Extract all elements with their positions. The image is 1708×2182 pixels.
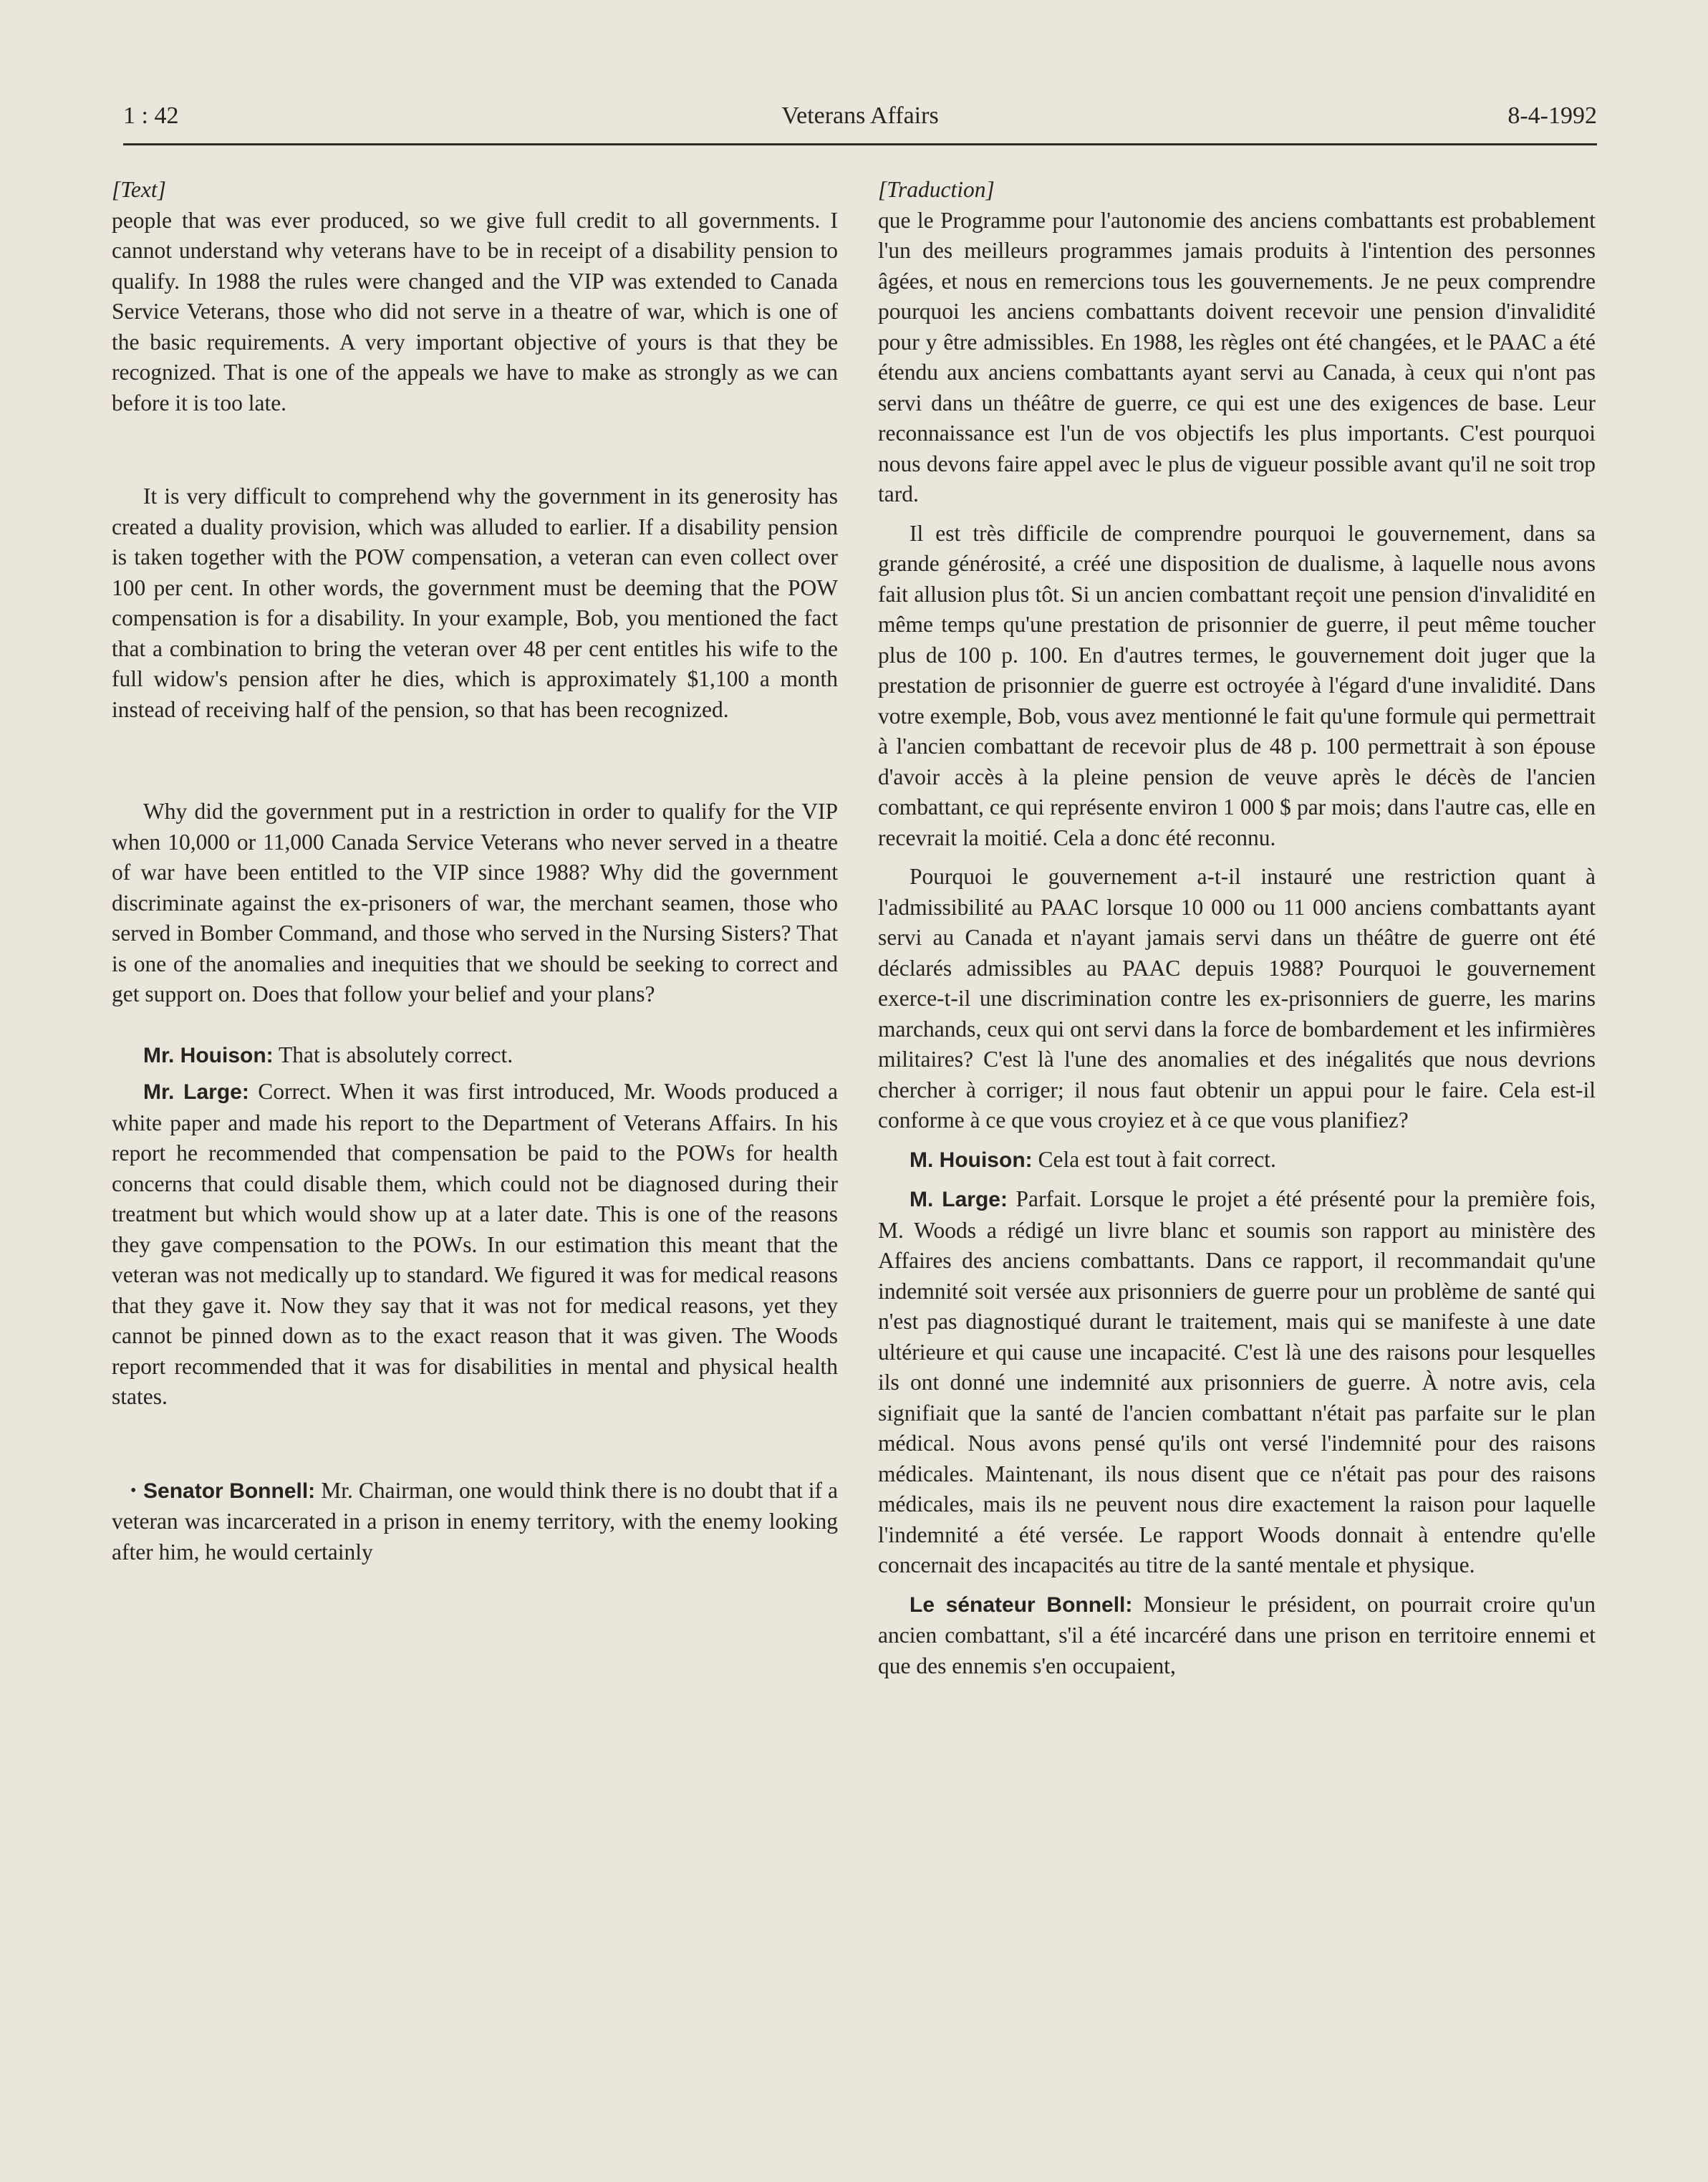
speech-text: Correct. When it was first introduced, Mr. Woods produced a white paper and made his report to the Department of Veterans Affairs. In his report he recommended that compensation be paid to the POWs for health concerns that could disable them, which could not be diagnosed during their treatment but which would show up at a later date. This is one of the reasons they gave compensation to the POWs. In our estimation this meant that the veteran was not medically up to standard. We figured it was for medical reasons that they gave it. Now they say that it was not for medical reasons, yet they cannot be pinned down as to the exact reason that it was given. The Woods report recommended that it was for disabilities in mental and physical health states. [112, 1079, 838, 1409]
speaker-name: Mr. Houison: [143, 1043, 274, 1067]
paragraph: people that was ever produced, so we give full credit to all governments. I cannot understand why veterans have to be in receipt of a disability pension to qualify. In 1988 the rules were changed and the VIP was extended to Canada Service Veterans, those who did not serve in a theatre of war, which is one of the basic requirements. A very important objective of yours is that they be recognized. That is one of the appeals we have to make as strongly as we can before it is too late. [112, 207, 838, 415]
speaker-name: Senator Bonnell: [143, 1479, 316, 1503]
running-title: Veterans Affairs [781, 102, 939, 129]
speaker-turn [878, 1590, 1596, 1682]
speech-text: Cela est tout à fait correct. [1038, 1146, 1276, 1172]
column-label-traduction: [Traduction] [878, 177, 995, 202]
speech-text: That is absolutely correct. [278, 1042, 513, 1067]
speech-text: Mr. Chairman, one would think there is no doubt that if a veteran was incarcerated in a prison in enemy territory, with the enemy looking after him, he would certainly [112, 1477, 839, 1565]
paragraph: Il est très difficile de comprendre pourquoi le gouvernement, dans sa grande générosité, a créé une disposition de dualisme, à laquelle nous avons fait allusion plus tôt. Si un ancien combattant reçoit une pension d'invalidité en même temps qu'une prestation de prisonnier de guerre, il peut même toucher plus de 100 p. 100. En d'autres termes, le gouvernement doit juger que la prestation de prisonnier de guerre est octroyée à l'égard d'une invalidité. Dans votre exemple, Bob, vous avez mentionné le fait qu'une formule qui permettrait à l'ancien combattant de recevoir plus de 48 p. 100 permettrait à son épouse d'avoir accès à la pleine pension de veuve après le décès de l'ancien combattant, ce qui représente environ 1 000 $ par mois; dans l'autre cas, elle en recevrait la moitié. Cela a donc été reconnu. [878, 520, 1596, 850]
speaker-turn [878, 1145, 1596, 1176]
speaker-turn [878, 1184, 1596, 1581]
paragraph: que le Programme pour l'autonomie des anciens combattants est probablement l'un des meilleurs programmes jamais produits à l'intention des personnes âgées, et nous en remercions tous les gouvernements. Je ne peux comprendre pourquoi les anciens combattants doivent recevoir une pension d'invalidité pour y être admissibles. En 1988, les règles ont été changées, et le PAAC a été étendu aux anciens combattants ayant servi au Canada, à ceux qui n'ont pas servi dans un théâtre de guerre, ce qui est une des exigences de base. Leur reconnaissance est l'un de vos objectifs les plus importants. C'est pourquoi nous devons faire appel avec le plus de vigueur possible avant qu'il ne soit trop tard. [878, 207, 1596, 506]
speaker-name: M. Large: [910, 1188, 1008, 1211]
page-date: 8-4-1992 [1507, 102, 1597, 129]
speaker-name: M. Houison: [910, 1148, 1033, 1172]
speaker-turn [112, 1476, 838, 1568]
french-column [878, 175, 1596, 1681]
paragraph: Pourquoi le gouvernement a-t-il instauré une restriction quant à l'admissibilité au PAAC lorsque 10 000 ou 11 000 anciens combattants ayant servi au Canada et n'ayant jamais servi dans un théâtre de guerre ont été déclarés admissibles au PAAC depuis 1988? Pourquoi le gouvernement exerce-t-il une discrimination contre les ex-prisonniers de guerre, les marins marchands, ceux qui ont servi dans la force de bombardement et les infirmières militaires? C'est là l'une des anomalies et des inégalités que nous devrions chercher à corriger; il nous faut obtenir un appui pour le faire. Cela est-il conforme à ce que vous croyiez et à ce que vous planifiez? [878, 864, 1596, 1133]
speaker-turn [112, 1077, 838, 1413]
page-number: 1 : 42 [123, 102, 179, 129]
paragraph: Why did the government put in a restriction in order to qualify for the VIP when 10,000 or 11,000 Canada Service Veterans who never served in a theatre of war have been entitled to the VIP since 1988? Why did the government discriminate against the ex-prisoners of war, the merchant seamen, those who served in Bomber Command, and those who served in the Nursing Sisters? That is one of the anomalies and inequities that we should be seeking to correct and get support on. Does that follow your belief and your plans? [112, 799, 838, 1006]
paragraph: It is very difficult to comprehend why the government in its generosity has created a duality provision, which was alluded to earlier. If a disability pension is taken together with the POW compensation, a veteran can even collect over 100 per cent. In other words, the government must be deeming that the POW compensation is for a disability. In your example, Bob, you mentioned the fact that a combination to bring the veteran over 48 per cent entitles his wife to the full widow's pension after he dies, which is approximately $1,100 a month instead of receiving half of the pension, so that has been recognized. [112, 484, 838, 722]
margin-bullet: • [130, 1481, 137, 1500]
english-column [112, 175, 838, 1567]
speech-text: Monsieur le président, on pourrait croire qu'un ancien combattant, s'il a été incarcéré dans une prison en territoire ennemi et que des ennemis s'en occupaient, [878, 1591, 1596, 1678]
column-label-text: [Text] [112, 177, 166, 202]
speaker-name: Mr. Large: [143, 1080, 249, 1104]
speaker-turn [112, 1040, 838, 1072]
speaker-name: Le sénateur Bonnell: [910, 1592, 1133, 1617]
page-header [123, 100, 1597, 145]
speech-text: Parfait. Lorsque le projet a été présenté pour la première fois, M. Woods a rédigé un livre blanc et soumis son rapport au ministère des Affaires des anciens combattants. Dans ce rapport, il recommandait qu'une indemnité soit versée aux prisonniers de guerre pour un problème de santé qui n'est pas diagnostiqué durant le traitement, mais qui se manifeste à une date ultérieure et qui cause une incapacité. C'est là une des raisons pour lesquelles ils ont donné une indemnité aux prisonniers de guerre. À notre avis, cela signifiait que la santé de l'ancien combattant n'était pas parfaite sur le plan médical. Nous avons pensé qu'ils ont versé l'indemnité pour des raisons médicales. Maintenant, ils nous disent que ce n'était pas pour des raisons médicales, mais ils ne peuvent nous dire exactement la raison pour laquelle l'indemnité a été versée. Le rapport Woods donnait à entendre qu'elle concernait des incapacités au titre de la santé mentale et physique. [878, 1186, 1596, 1577]
